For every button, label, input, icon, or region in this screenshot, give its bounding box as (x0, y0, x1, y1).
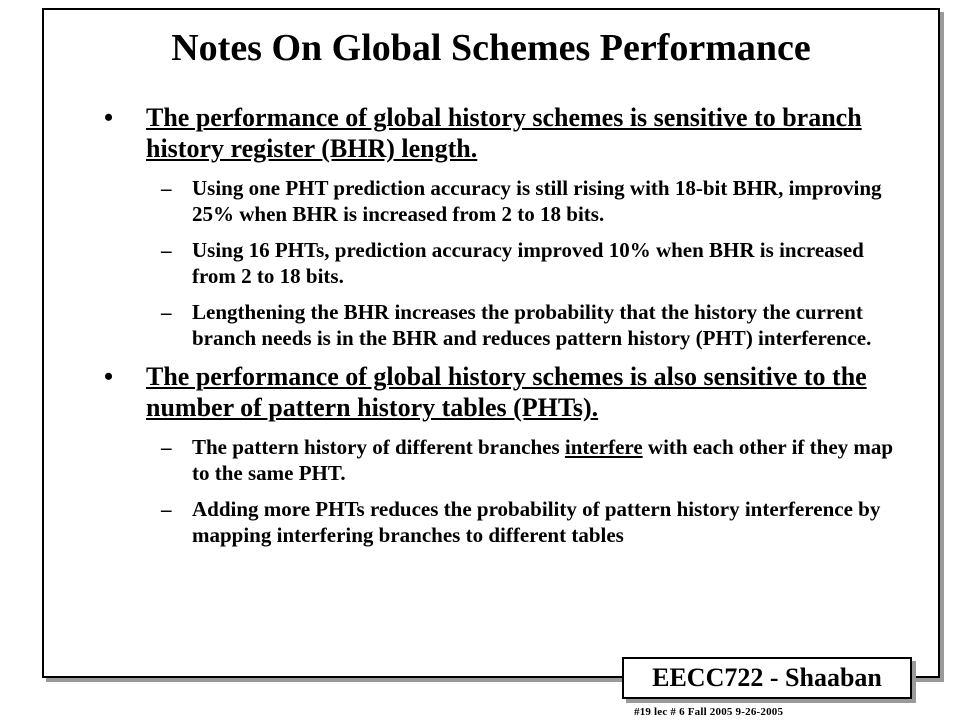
sub-bullet-2-2 (104, 496, 904, 548)
bullet-dot: • (104, 362, 114, 391)
sub-bullet-1-1 (104, 175, 904, 227)
dash-marker: – (161, 176, 172, 200)
sub-bullet-text-pre: The pattern history of different branches (192, 435, 565, 459)
main-bullet-2 (104, 361, 904, 423)
dash-marker: – (161, 300, 172, 324)
course-badge: EECC722 - Shaaban (622, 657, 912, 699)
main-bullet-1 (104, 102, 904, 164)
main-bullet-text: The performance of global history schemes is sensitive to branch history register (BHR) length. (146, 103, 862, 163)
sub-bullet-text: Lengthening the BHR increases the probability that the history the current branch needs is in the BHR and reduces pattern history (PHT) interference. (192, 300, 872, 350)
dash-marker: – (161, 435, 172, 459)
main-bullet-text: The performance of global history schemes is also sensitive to the number of pattern history tables (PHTs). (146, 362, 867, 422)
slide-title: Notes On Global Schemes Performance (171, 27, 811, 69)
sub-bullet-2-1 (104, 434, 904, 486)
dash-marker: – (161, 238, 172, 262)
slide-content (104, 102, 904, 558)
slide-frame (42, 8, 940, 678)
sub-bullet-1-2 (104, 237, 904, 289)
bullet-dot: • (104, 103, 114, 132)
sub-bullet-1-3 (104, 299, 904, 351)
sub-bullet-text-post: with each other if they map to the same PHT. (192, 435, 894, 485)
sub-bullet-text: Using 16 PHTs, prediction accuracy improved 10% when BHR is increased from 2 to 18 bits. (192, 238, 864, 288)
sub-bullet-text: Adding more PHTs reduces the probability of pattern history interference by mapping interfering branches to different tables (192, 497, 881, 547)
sub-bullet-text: Using one PHT prediction accuracy is still rising with 18-bit BHR, improving 25% when BHR is increased from 2 to 18 bits. (192, 176, 882, 226)
dash-marker: – (161, 497, 172, 521)
underlined-word: interfere (564, 435, 643, 459)
slide-footer: #19 lec # 6 Fall 2005 9-26-2005 (634, 706, 784, 718)
